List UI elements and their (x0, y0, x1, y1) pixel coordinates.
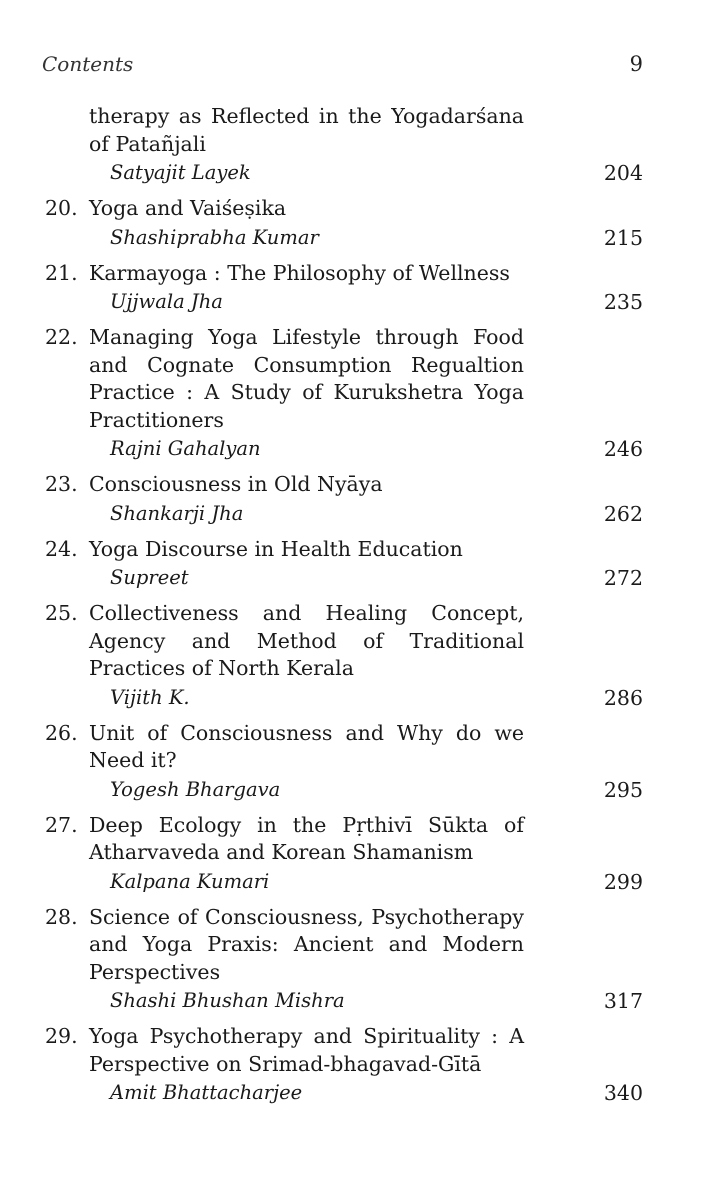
toc-entry (0, 904, 721, 1017)
entry-number: 25. (45, 601, 78, 625)
entry-title: therapy as Reflected in the Yogadarśana of Patañjali (89, 104, 524, 156)
toc-entry (0, 260, 721, 318)
entry-title: Yoga Psychotherapy and Spirituality : A Perspective on Srimad-bhagavad-Gītā (89, 1024, 524, 1076)
author-row (0, 1078, 721, 1108)
entry-author: Satyajit Layek (110, 161, 251, 184)
entry-page: 272 (603, 566, 643, 590)
entry-author: Shashiprabha Kumar (110, 225, 319, 249)
entry-page: 246 (603, 437, 643, 461)
entry-page: 295 (603, 777, 643, 802)
author-row (0, 683, 721, 713)
entry-number: 29. (45, 1024, 78, 1048)
entry-author: Shankarji Jha (110, 501, 244, 525)
entry-number: 22. (45, 325, 78, 349)
entry-title: Yoga Discourse in Health Education (89, 536, 463, 561)
entry-title: Yoga and Vaiśeṣika (89, 196, 287, 220)
entry-number: 23. (45, 472, 78, 496)
entry-title: Karmayoga : The Philosophy of Wellness (89, 260, 510, 285)
entry-title: Deep Ecology in the Pṛthivī Sūkta of Atharvaveda and Korean Shamanism (89, 812, 524, 864)
toc-entry (0, 536, 721, 594)
page-number: 9 (629, 52, 643, 76)
author-row (0, 223, 721, 253)
toc-entry (0, 720, 721, 805)
entry-page: 317 (603, 989, 643, 1013)
entry-number: 20. (45, 196, 78, 220)
entry-author: Ujjwala Jha (110, 290, 223, 313)
toc-entry (0, 600, 721, 713)
entry-author: Amit Bhattacharjee (110, 1081, 303, 1104)
entry-title: Collectiveness and Healing Concept, Agency and Method of Traditional Practices of North Kerala (89, 601, 524, 680)
author-row (0, 499, 721, 529)
entry-page: 286 (603, 685, 643, 710)
author-row (0, 287, 721, 317)
author-row (0, 775, 721, 805)
entry-page: 299 (603, 869, 643, 894)
entry-author: Rajni Gahalyan (110, 437, 261, 460)
entry-page: 204 (603, 161, 643, 185)
entry-number: 21. (45, 260, 78, 285)
entry-author: Vijith K. (110, 685, 190, 709)
author-row (0, 867, 721, 897)
entry-page: 215 (603, 225, 643, 250)
entry-title: Science of Consciousness, Psychotherapy and Yoga Praxis: Ancient and Modern Perspectives (89, 904, 524, 984)
running-head: Contents (42, 52, 134, 76)
toc-entry (0, 471, 721, 529)
table-of-contents (0, 103, 721, 1108)
entry-page: 340 (603, 1081, 643, 1105)
toc-entry (0, 195, 721, 253)
entry-page: 262 (603, 501, 643, 526)
entry-author: Shashi Bhushan Mishra (110, 989, 345, 1012)
entry-title: Consciousness in Old Nyāya (89, 472, 383, 496)
toc-entry (0, 103, 721, 188)
entry-number: 24. (45, 536, 78, 561)
author-row (0, 986, 721, 1016)
toc-entry (0, 1023, 721, 1108)
entry-title: Unit of Consciousness and Why do we Need it? (89, 720, 524, 772)
toc-entry (0, 324, 721, 464)
entry-page: 235 (603, 290, 643, 314)
entry-number: 26. (45, 720, 78, 745)
entry-title: Managing Yoga Lifestyle through Food and Cognate Consumption Regualtion Practice : A Study of Kurukshetra Yoga Practitioners (89, 325, 524, 432)
author-row (0, 434, 721, 464)
entry-number: 27. (45, 812, 78, 837)
entry-author: Kalpana Kumari (110, 869, 270, 893)
entry-author: Supreet (110, 566, 189, 589)
author-row (0, 563, 721, 593)
entry-author: Yogesh Bhargava (110, 777, 281, 801)
entry-number: 28. (45, 904, 78, 929)
author-row (0, 158, 721, 188)
toc-entry (0, 812, 721, 897)
